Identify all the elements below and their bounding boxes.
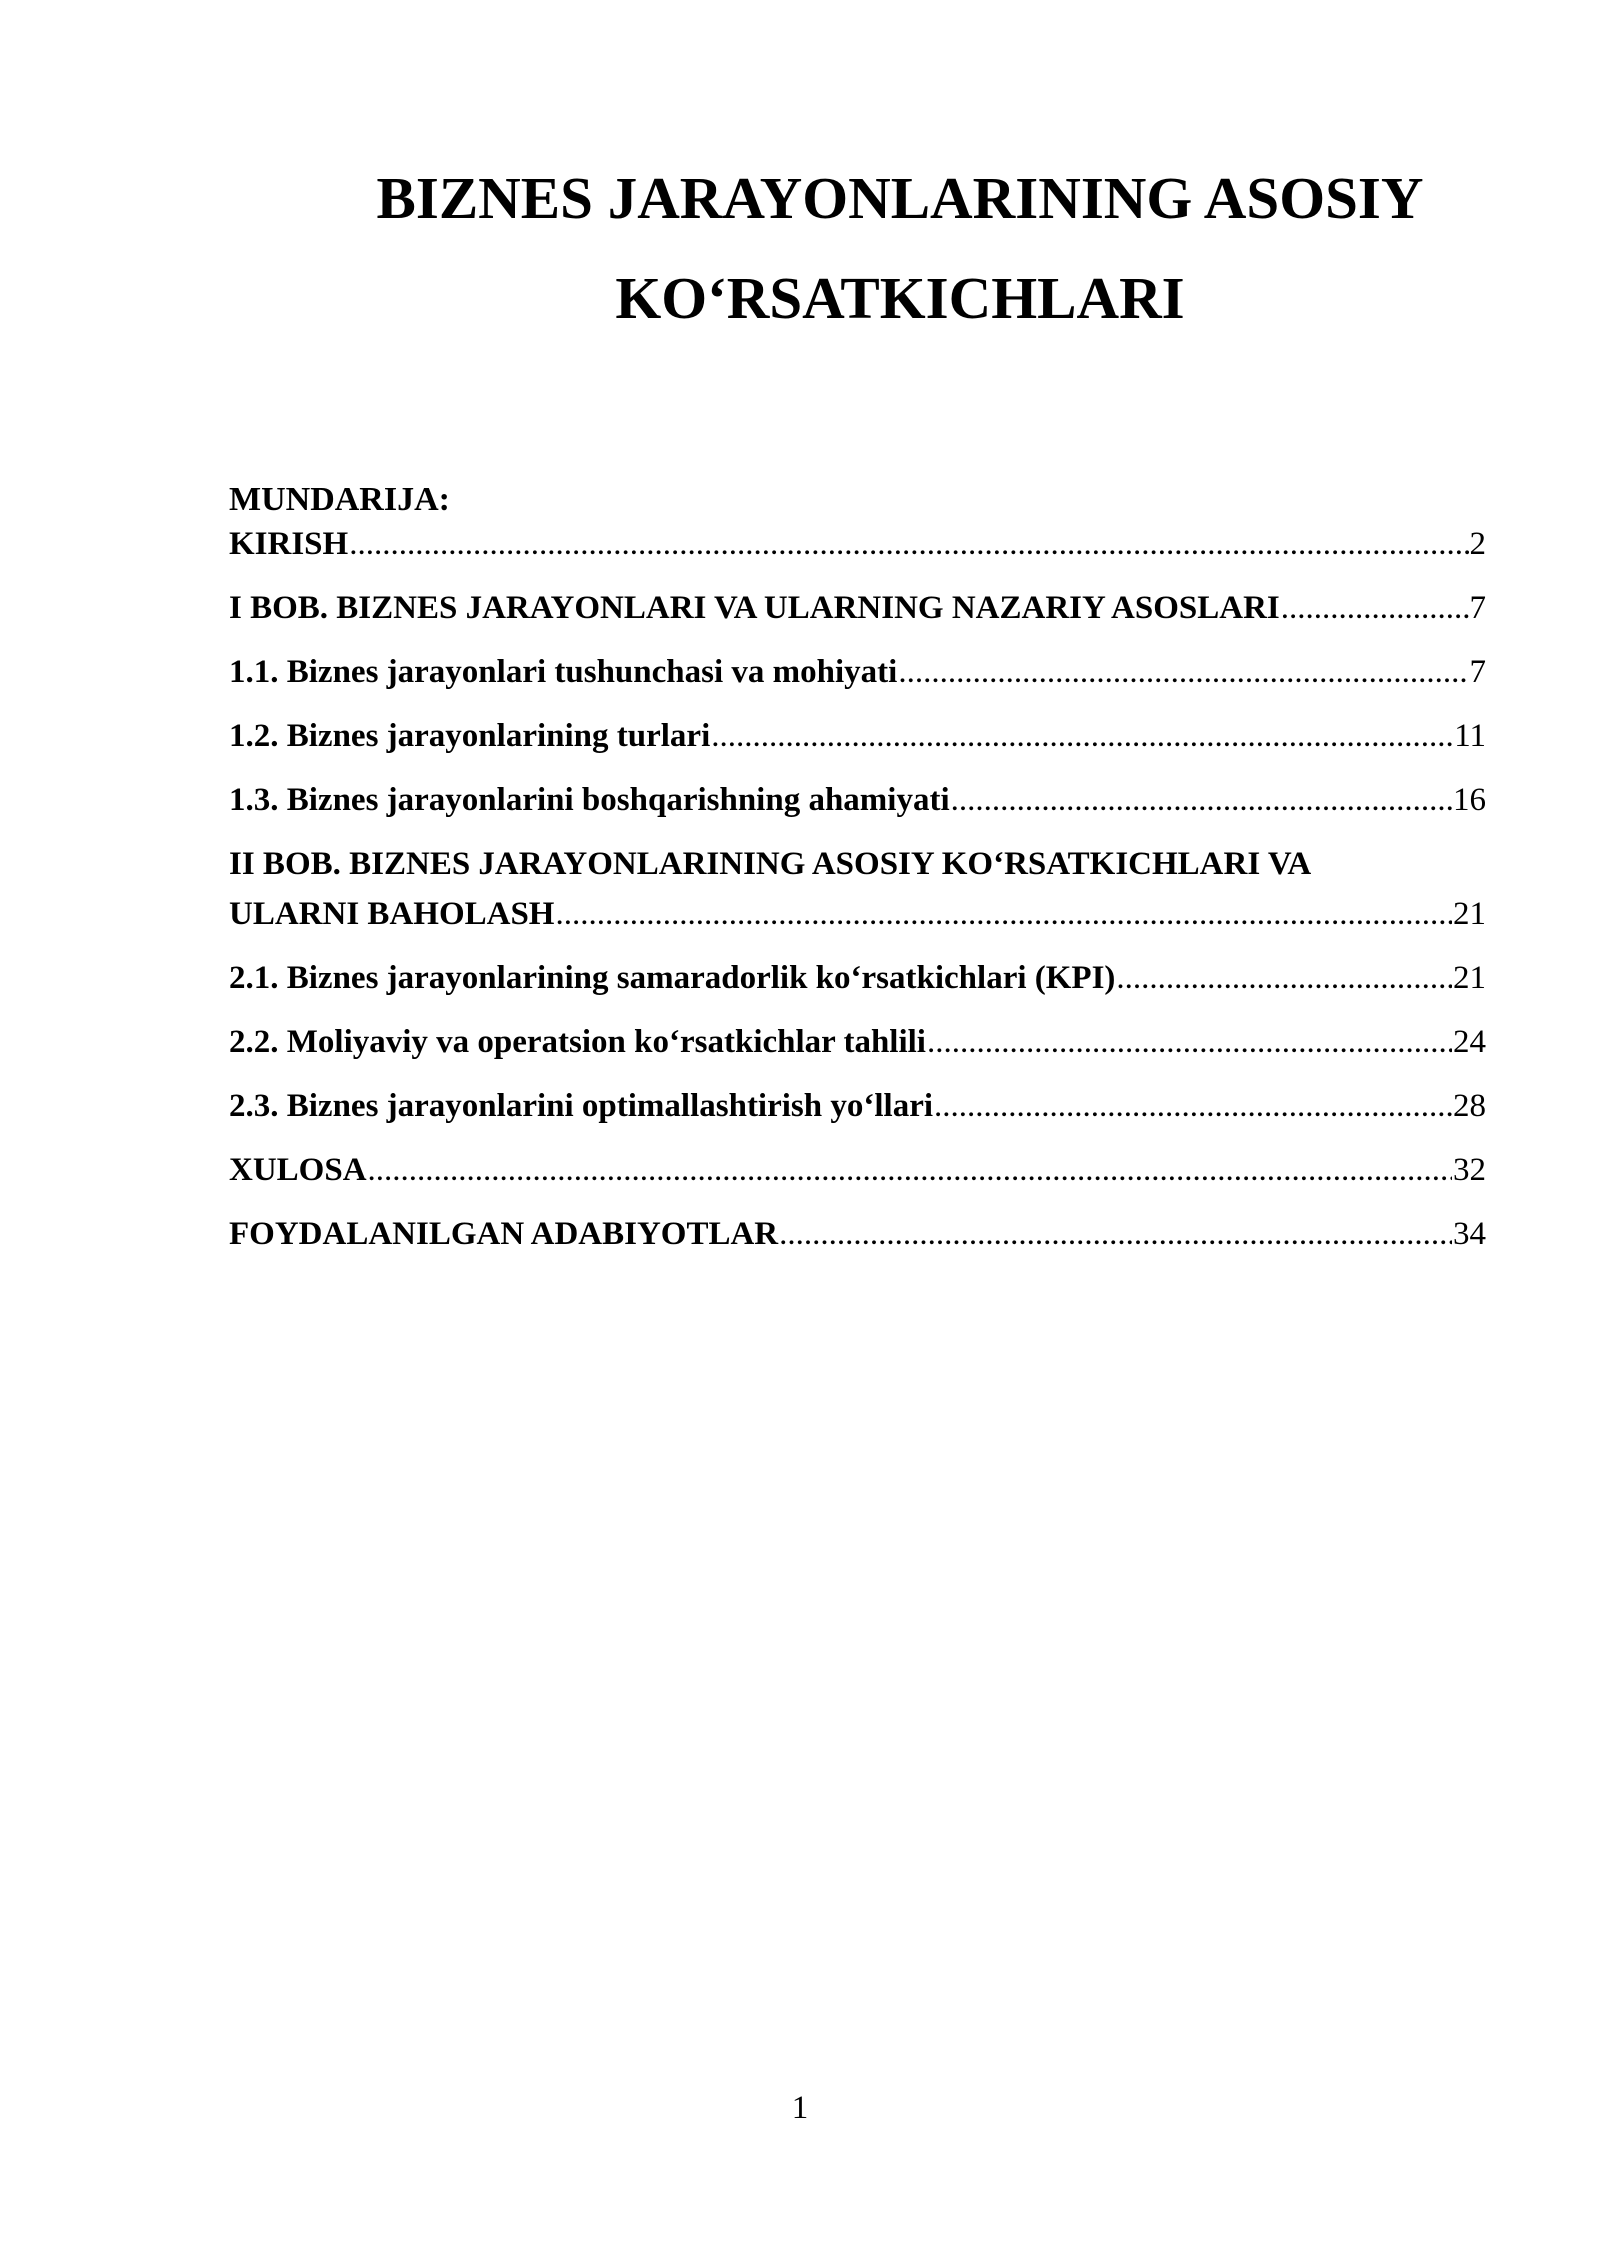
toc-dot-leader xyxy=(1281,583,1469,633)
toc-entry-title: 2.2. Moliyaviy va operatsion ko‘rsatkichlar tahlili xyxy=(229,1024,926,1060)
toc-entry-title: 2.1. Biznes jarayonlarining samaradorlik ko‘rsatkichlari (KPI) xyxy=(229,960,1116,996)
toc-entry-chapter-1[interactable] xyxy=(229,583,1486,633)
toc-entry-page: 21 xyxy=(1453,960,1486,996)
toc-entry-title: 1.2. Biznes jarayonlarining turlari xyxy=(229,718,711,754)
toc-dot-leader xyxy=(349,519,1468,569)
toc-entry-title: KIRISH xyxy=(229,526,349,562)
toc-entry-kirish[interactable] xyxy=(229,519,1486,569)
page-number: 1 xyxy=(791,2090,809,2126)
toc-entry-title: ULARNI BAHOLASH xyxy=(229,896,555,932)
toc-entry-title: 1.1. Biznes jarayonlari tushunchasi va mohiyati xyxy=(229,654,898,690)
toc-entry-section-1-3[interactable] xyxy=(229,775,1486,825)
document-title xyxy=(320,148,1480,348)
toc-dot-leader xyxy=(934,1081,1452,1131)
toc-heading: MUNDARIJA: xyxy=(229,481,450,518)
toc-dot-leader xyxy=(779,1209,1452,1259)
toc-entry-section-2-1[interactable] xyxy=(229,953,1486,1003)
toc-dot-leader xyxy=(927,1017,1452,1067)
toc-entry-page: 11 xyxy=(1454,718,1486,754)
toc-dot-leader xyxy=(555,889,1452,939)
toc-entry-section-1-2[interactable] xyxy=(229,711,1486,761)
toc-entry-page: 24 xyxy=(1453,1024,1486,1060)
toc-entry-page: 2 xyxy=(1469,526,1486,562)
toc-dot-leader xyxy=(368,1145,1452,1195)
toc-entry-title: XULOSA xyxy=(229,1152,367,1188)
toc-entry-page: 7 xyxy=(1469,590,1486,626)
toc-entry-section-2-2[interactable] xyxy=(229,1017,1486,1067)
toc-dot-leader xyxy=(951,775,1452,825)
toc-entry-references[interactable] xyxy=(229,1209,1486,1259)
toc-entry-page: 34 xyxy=(1453,1216,1486,1252)
toc-entry-section-1-1[interactable] xyxy=(229,647,1486,697)
document-title-line-2: KO‘RSATKICHLARI xyxy=(615,265,1185,331)
toc-entry-page: 28 xyxy=(1453,1088,1486,1124)
toc-entry-page: 21 xyxy=(1453,896,1486,932)
toc-entry-xulosa[interactable] xyxy=(229,1145,1486,1195)
toc-entry-title: I BOB. BIZNES JARAYONLARI VA ULARNING NAZARIY ASOSLARI xyxy=(229,590,1280,626)
table-of-contents xyxy=(229,475,1486,1273)
toc-entry-section-2-3[interactable] xyxy=(229,1081,1486,1131)
toc-entry-title: 2.3. Biznes jarayonlarini optimallashtirish yo‘llari xyxy=(229,1088,934,1124)
toc-entry-chapter-2[interactable] xyxy=(229,839,1486,939)
toc-dot-leader xyxy=(711,711,1453,761)
toc-entry-page: 16 xyxy=(1453,782,1486,818)
toc-dot-leader xyxy=(898,647,1468,697)
toc-dot-leader xyxy=(1116,953,1452,1003)
toc-entry-title: 1.3. Biznes jarayonlarini boshqarishning ahamiyati xyxy=(229,782,950,818)
toc-entry-title-line-1: II BOB. BIZNES JARAYONLARINING ASOSIY KO‘RSATKICHLARI VA xyxy=(229,846,1312,882)
document-title-line-1: BIZNES JARAYONLARINING ASOSIY xyxy=(376,165,1424,231)
toc-entry-title: FOYDALANILGAN ADABIYOTLAR xyxy=(229,1216,779,1252)
toc-entry-page: 7 xyxy=(1469,654,1486,690)
toc-entry-page: 32 xyxy=(1453,1152,1486,1188)
